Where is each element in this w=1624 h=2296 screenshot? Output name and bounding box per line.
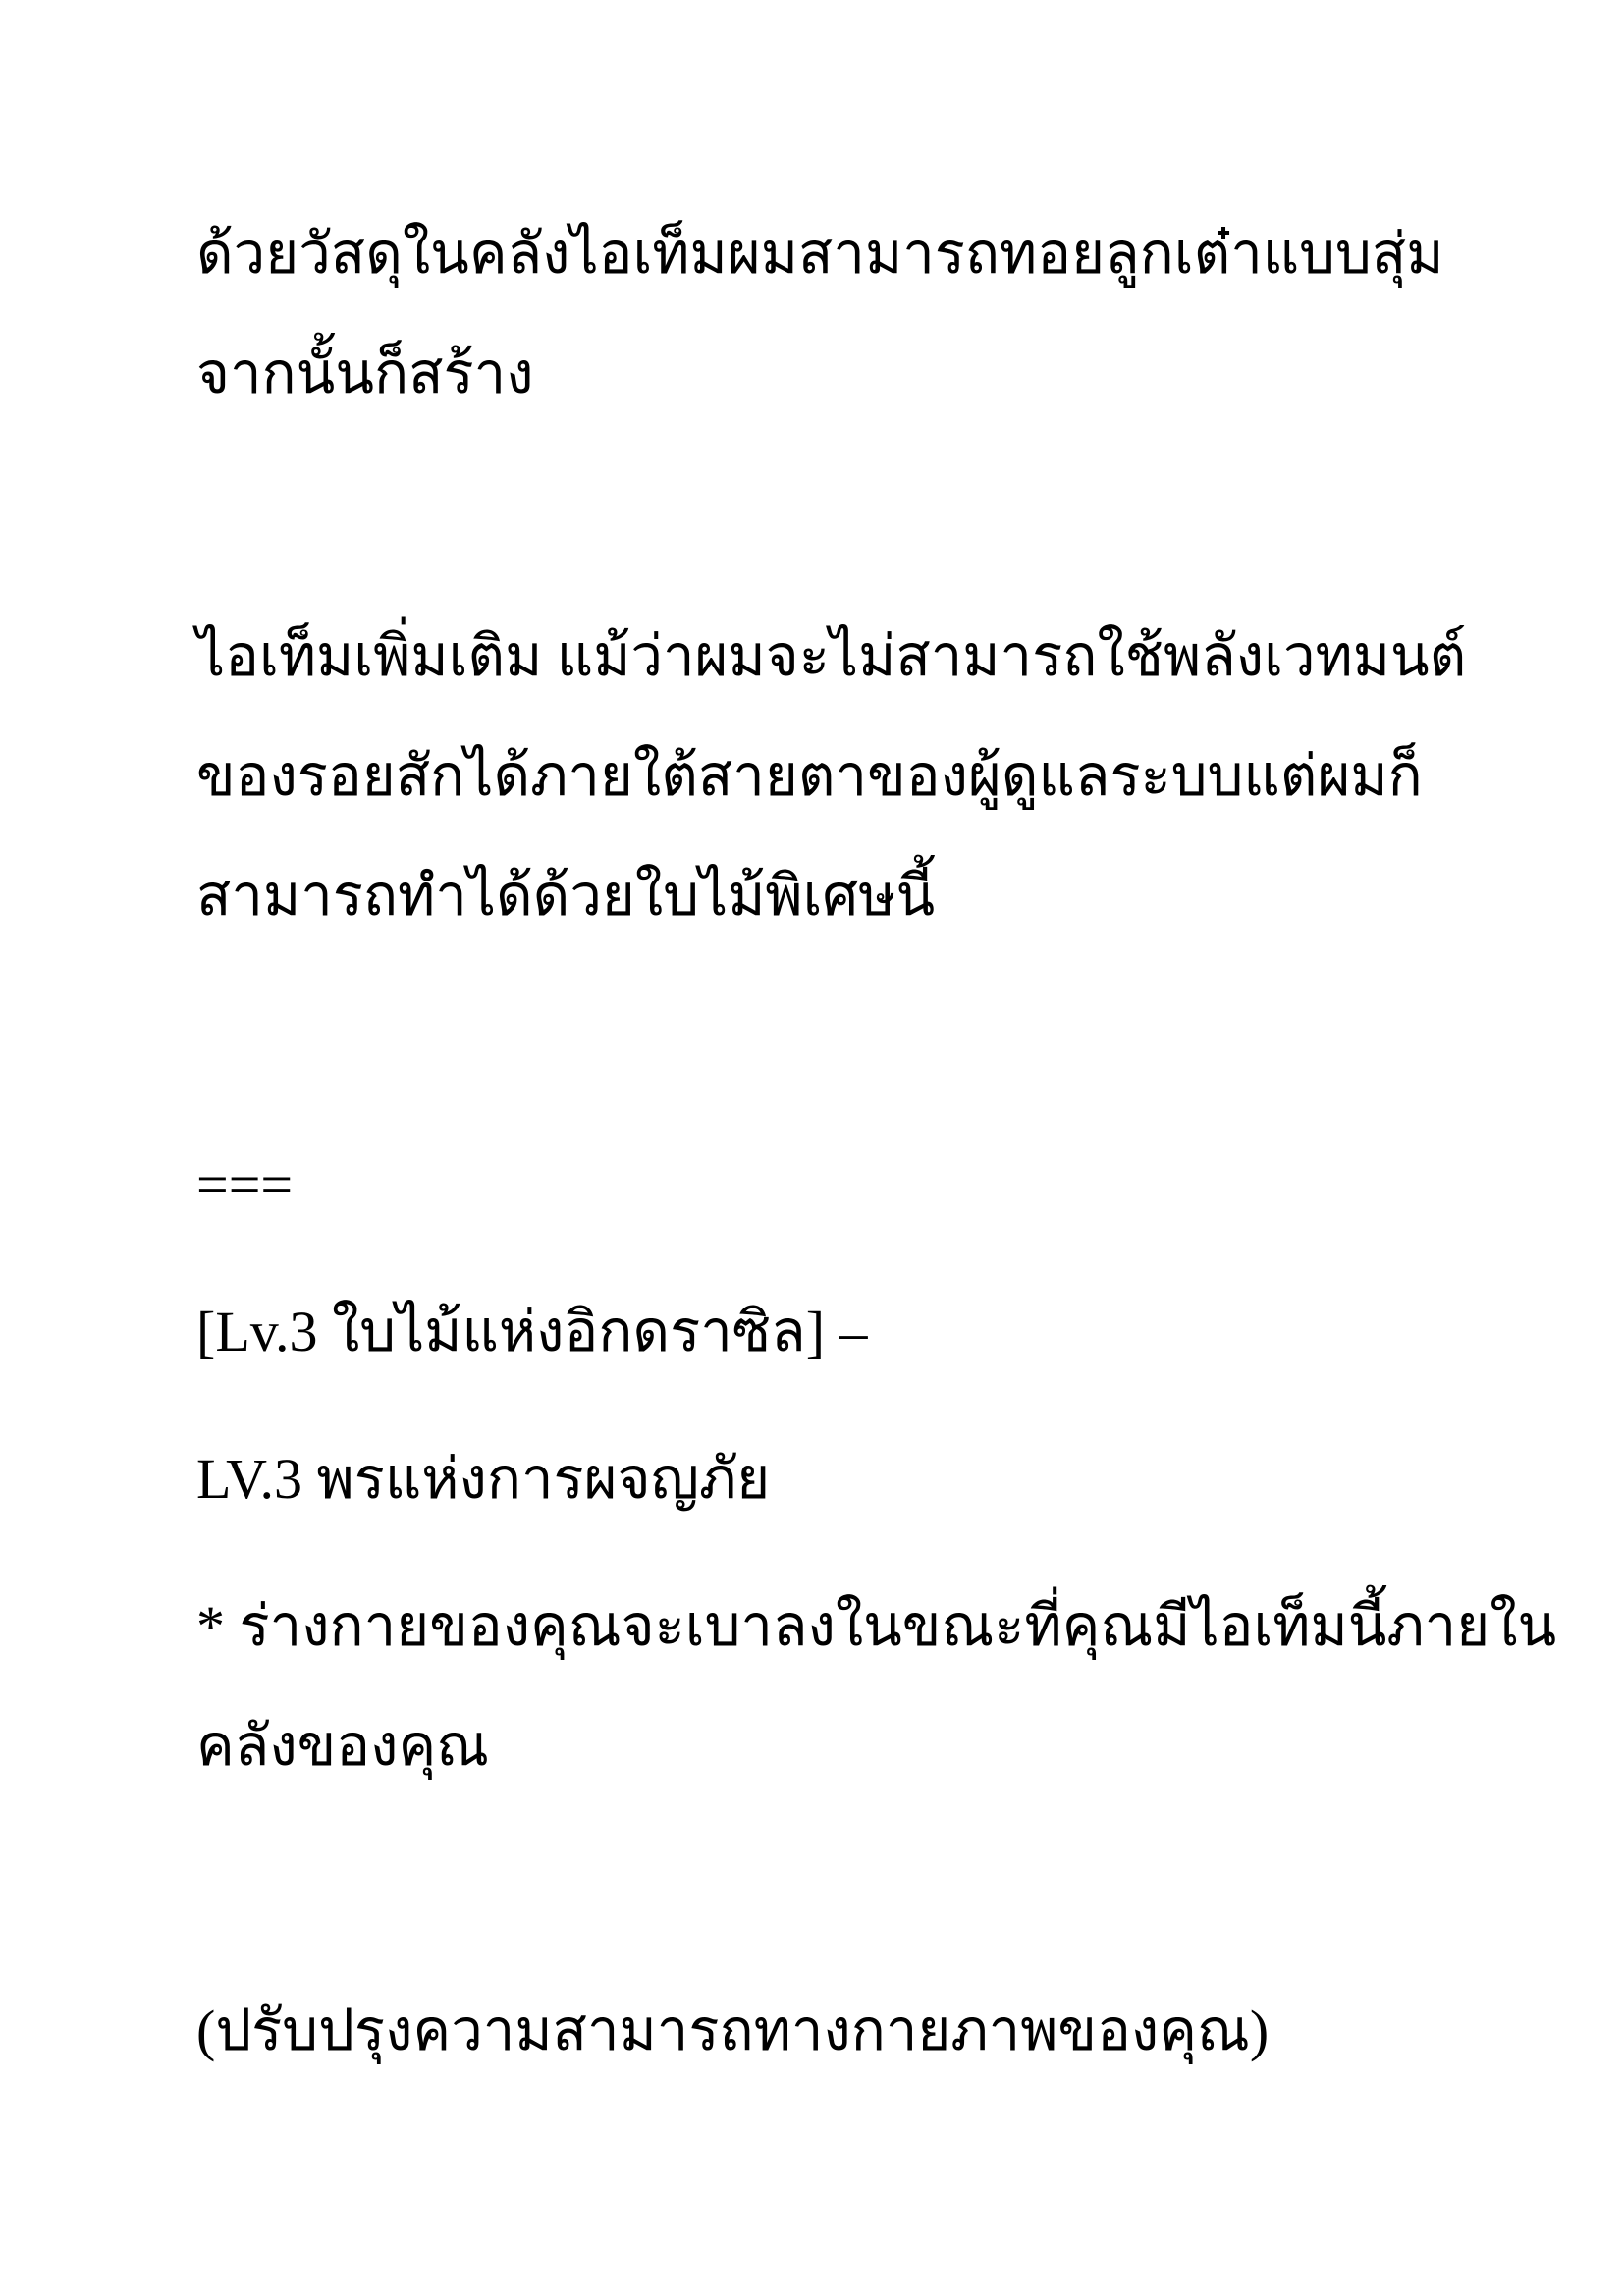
paragraph-2-line-1: ไอเท็มเพิ่มเติม แม้ว่าผมจะไม่สามารถใช้พลังเวทมนต์ xyxy=(196,624,1467,688)
item-name-line: [Lv.3 ใบไม้แห่งอิกดราซิล] – xyxy=(196,1300,868,1363)
item-note: (ปรับปรุงความสามารถทางกายภาพของคุณ) xyxy=(196,1999,1270,2062)
item-effect-line-2: คลังของคุณ xyxy=(196,1714,490,1778)
paragraph-1-line-1: ด้วยวัสดุในคลังไอเท็มผมสามารถทอยลูกเต๋าแบบสุ่ม xyxy=(196,222,1444,286)
item-level-line: LV.3 พรแห่งการผจญภัย xyxy=(196,1447,771,1511)
section-separator: === xyxy=(196,1152,294,1216)
paragraph-2-line-3: สามารถทำได้ด้วยใบไม้พิเศษนี้ xyxy=(196,864,936,928)
paragraph-1-line-2: จากนั้นก็สร้าง xyxy=(196,342,534,405)
item-effect-line-1: * ร่างกายของคุณจะเบาลงในขณะที่คุณมีไอเท็มนี้ภายใน xyxy=(196,1594,1557,1658)
paragraph-2-line-2: ของรอยสักได้ภายใต้สายตาของผู้ดูแลระบบแต่ผมก็ xyxy=(196,744,1423,808)
